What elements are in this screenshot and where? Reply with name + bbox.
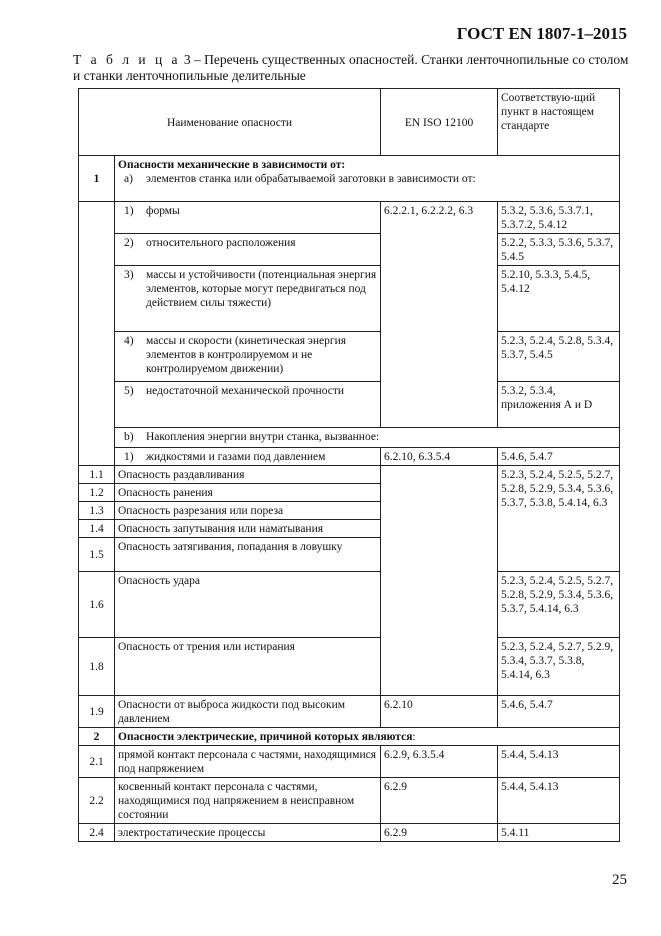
clause-1x: 5.2.3, 5.2.4, 5.2.5, 5.2.7, 5.2.8, 5.2.9, 5.3.4, 5.3.6, 5.3.7, 5.3.8, 5.4.14, 6.3 [498,466,620,572]
table-caption [73,52,633,84]
clause-1-6: 5.2.3, 5.2.4, 5.2.5, 5.2.7, 5.2.8, 5.2.9, 5.3.4, 5.3.6, 5.3.7, 5.4.14, 6.3 [498,572,620,638]
b1-row [79,448,620,466]
blank-number-cell [79,202,115,466]
b1-clause: 5.4.6, 5.4.7 [498,448,620,466]
a-item-1: 1) формы [115,202,381,234]
header-iso: EN ISO 12100 [381,89,498,156]
a-iso-cell: 6.2.2.1, 6.2.2.2, 6.3 [381,202,498,428]
group-1-cell [115,156,620,202]
row-1-2: 1.2 Опасность ранения [79,484,620,502]
a-row-4 [79,332,620,382]
a-clause-1: 5.3.2, 5.3.6, 5.3.7.1, 5.3.7.2, 5.4.12 [498,202,620,234]
b1-iso: 6.2.10, 6.3.5.4 [381,448,498,466]
group-1-title: Опасности механические в зависимости от: [118,159,346,171]
b1-item: 1) жидкостями и газами под давлением [115,448,381,466]
row-2-2: 2.2 косвенный контакт персонала с частями, находящимися под напряжением в неисправном состоянии 6.2.9 5.4.4, 5.4.13 [79,778,620,824]
sub-a: a) элементов станка или обрабатываемой заготовки в зависимости от: [124,173,476,185]
b-row [79,428,620,448]
a-clause-2: 5.2.2, 5.3.3, 5.3.6, 5.3.7, 5.4.5 [498,234,620,266]
row-1-6: 1.6 Опасность удара 5.2.3, 5.2.4, 5.2.5, 5.2.7, 5.2.8, 5.2.9, 5.3.4, 5.3.6, 5.3.7, 5.4.14, 6.3 [79,572,620,638]
a-row-3 [79,266,620,332]
page-number: 25 [612,872,627,888]
standard-code: ГОСТ EN 1807-1–2015 [456,24,627,43]
caption-label: Т а б л и ц а [73,52,181,67]
group-number: 1 [79,156,115,202]
row-1-8: 1.8 Опасность от трения или истирания 5.2.3, 5.2.4, 5.2.7, 5.2.9, 5.3.4, 5.3.7, 5.3.8, 5.4.14, 6.3 [79,638,620,696]
a-row-1 [79,202,620,234]
row-2-1: 2.1 прямой контакт персонала с частями, находящимися под напряжением 6.2.9, 6.3.5.4 5.4.4, 5.4.13 [79,746,620,778]
group-1-row [79,156,620,202]
a-item-2: 2) относительного расположения [115,234,381,266]
row-1-1: 1.1 Опасность раздавливания 5.2.3, 5.2.4, 5.2.5, 5.2.7, 5.2.8, 5.2.9, 5.3.4, 5.3.6, 5.3.7, 5.3.8, 5.4.14, 6.3 [79,466,620,484]
sub-b: b) Накопления энергии внутри станка, вызванное: [115,428,620,448]
a-item-4: 4) массы и скорости (кинетическая энергия элементов в контролируемом и не контролируемом движении) [115,332,381,382]
row-1-5: 1.5 Опасность затягивания, попадания в ловушку [79,538,620,572]
blank-iso-cell [381,466,498,696]
header-hazard: Наименование опасности [79,89,381,156]
a-row-5 [79,382,620,428]
a-item-3: 3) массы и устойчивости (потенциальная энергия элементов, которые могут передвигаться под действием силы тяжести) [115,266,381,332]
a-row-2 [79,234,620,266]
header-clause: Соответствую-щий пункт в настоящем стандарте [498,89,620,156]
table-header-row [79,89,620,156]
row-1-3: 1.3 Опасность разрезания или пореза [79,502,620,520]
caption-text: – Перечень существенных опасностей. Станки ленточнопильные со столом и станки ленточнопильные делительные [73,52,629,83]
group-2-row: 2 Опасности электрические, причиной которых являются: [79,728,620,746]
row-1-4: 1.4 Опасность запутывания или наматывания [79,520,620,538]
hazards-table [78,88,620,842]
a-item-5: 5) недостаточной механической прочности [115,382,381,428]
a-clause-3: 5.2.10, 5.3.3, 5.4.5, 5.4.12 [498,266,620,332]
caption-number: 3 [183,52,191,67]
a-clause-4: 5.2.3, 5.2.4, 5.2.8, 5.3.4, 5.3.7, 5.4.5 [498,332,620,382]
group-2-title: Опасности электрические, причиной которых являются: [115,728,620,746]
a-clause-5: 5.3.2, 5.3.4, приложения А и D [498,382,620,428]
row-1-9: 1.9 Опасности от выброса жидкости под высоким давлением 6.2.10 5.4.6, 5.4.7 [79,696,620,728]
row-2-4: 2.4 электростатические процессы 6.2.9 5.4.11 [79,824,620,842]
